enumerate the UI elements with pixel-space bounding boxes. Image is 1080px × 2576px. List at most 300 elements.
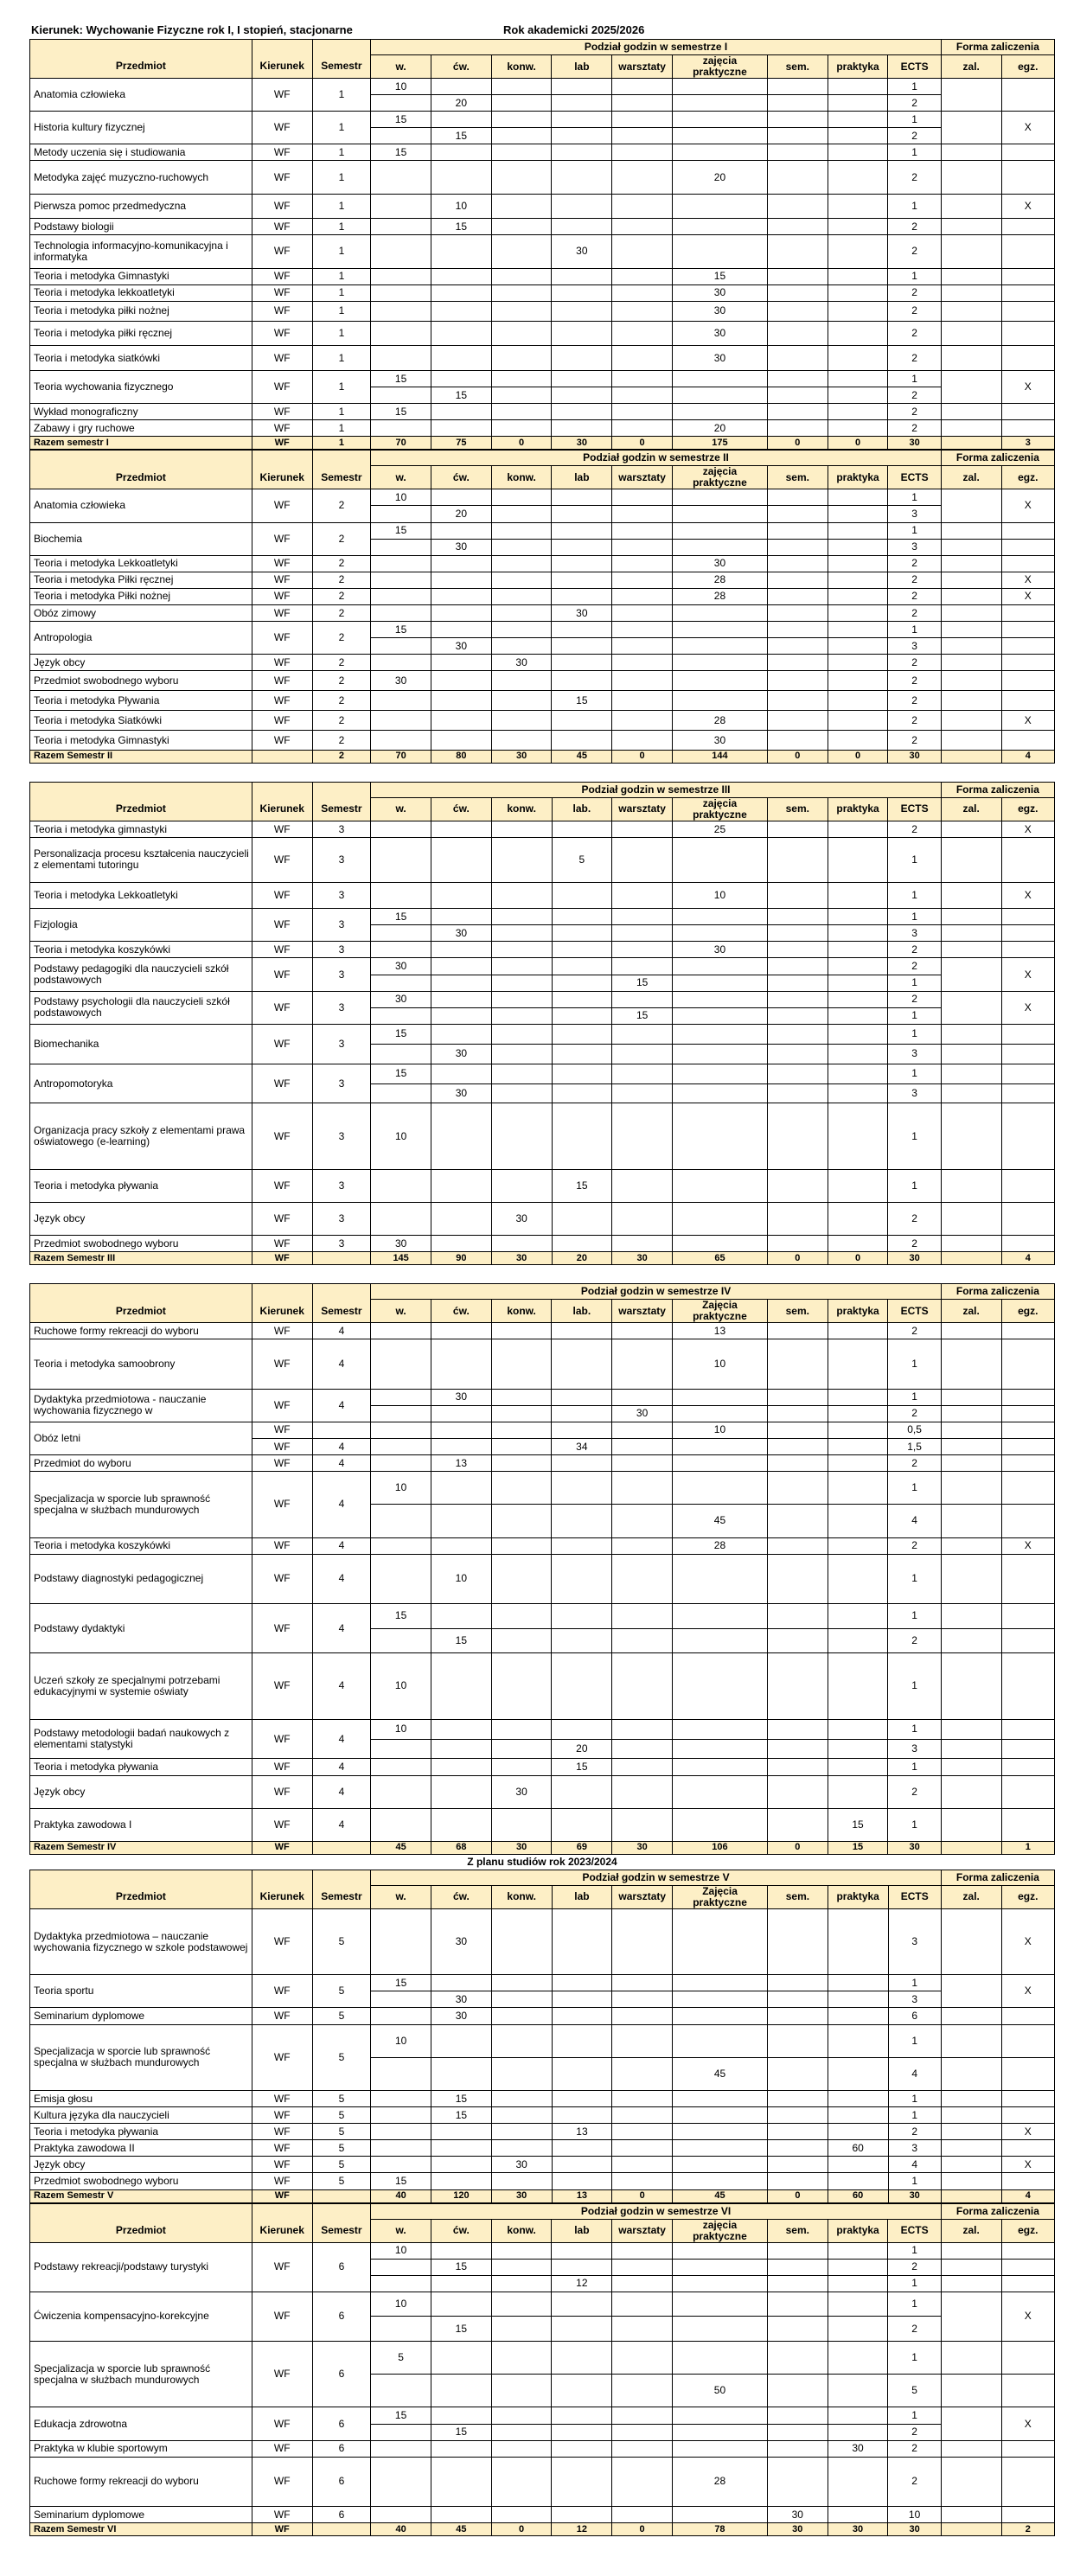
total-s <box>312 2189 371 2202</box>
hours-lab <box>552 284 612 301</box>
course-name: Teoria i metodyka Lekkoatletyki <box>30 882 252 909</box>
ects-value: 2 <box>888 711 941 731</box>
course-field: WF <box>252 2292 312 2341</box>
hours-pr <box>828 144 888 161</box>
field-of-study-title: Kierunek: Wychowanie Fizyczne rok I, I stopień, stacjonarne <box>31 23 353 36</box>
hours-w: 10 <box>371 1653 431 1719</box>
total-ects: 30 <box>888 2189 941 2202</box>
semester-table <box>29 450 1055 764</box>
hours-konw <box>491 2375 552 2407</box>
hours-war <box>612 1975 673 1991</box>
course-field: WF <box>252 2157 312 2173</box>
grading-egz <box>1001 2440 1054 2457</box>
hours-konw: 30 <box>491 2157 552 2173</box>
header-blank <box>252 451 312 466</box>
hours-pr <box>828 95 888 112</box>
hours-zp <box>673 1908 768 1974</box>
col-header-cw: ćw. <box>431 1300 491 1323</box>
hours-sem <box>767 235 828 268</box>
hours-sem <box>767 1554 828 1603</box>
hours-zp <box>673 1103 768 1169</box>
hours-w: 15 <box>371 404 431 420</box>
grading-zal <box>941 161 1001 194</box>
grading-egz: X <box>1001 2157 1054 2173</box>
hours-pr <box>828 1169 888 1202</box>
hours-konw <box>491 2440 552 2457</box>
hours-zp <box>672 522 767 539</box>
course-semester: 5 <box>312 2124 371 2140</box>
hours-war <box>612 420 673 437</box>
course-name: Metody uczenia się i studiowania <box>30 144 252 161</box>
hours-war <box>612 301 673 321</box>
col-header-konw: konw. <box>491 55 552 79</box>
course-name: Teoria i metodyka Gimnastyki <box>30 731 252 751</box>
hours-w: 10 <box>371 2242 431 2259</box>
total-label: Razem Semestr II <box>30 750 252 763</box>
hours-sem <box>767 301 828 321</box>
hours-cw: 30 <box>431 1389 491 1405</box>
hours-pr <box>828 301 888 321</box>
hours-cw <box>431 1339 491 1389</box>
course-field: WF <box>252 420 312 437</box>
course-semester: 1 <box>312 420 371 437</box>
course-name: Biomechanika <box>30 1024 252 1064</box>
course-field: WF <box>252 1719 312 1759</box>
course-semester: 3 <box>312 821 371 837</box>
hours-pr <box>828 1653 888 1719</box>
grading-egz <box>1001 1603 1054 1628</box>
grading-egz <box>1001 1775 1054 1808</box>
hours-konw <box>491 144 552 161</box>
hours-pr <box>828 1024 888 1044</box>
hours-zp <box>672 489 767 506</box>
grading-egz <box>1001 1472 1054 1505</box>
course-field: WF <box>252 2507 312 2523</box>
grading-zal <box>941 284 1001 301</box>
hours-lab <box>552 882 612 909</box>
hours-konw <box>491 2024 552 2057</box>
course-field: WF <box>252 2024 312 2090</box>
hours-cw: 15 <box>431 2107 492 2124</box>
hours-pr <box>828 1505 888 1537</box>
hours-war <box>612 958 673 975</box>
ects-value: 4 <box>888 1505 941 1537</box>
hours-konw <box>491 731 552 751</box>
hours-w <box>371 838 431 883</box>
grading-zal <box>941 1083 1001 1103</box>
ects-value: 1 <box>888 882 941 909</box>
hours-war <box>612 925 673 942</box>
hours-sem <box>767 1169 828 1202</box>
hours-w <box>371 2457 431 2506</box>
course-name: Teoria i metodyka gimnastyki <box>30 821 252 837</box>
course-field: WF <box>252 909 312 942</box>
course-row <box>30 2173 1055 2189</box>
col-header-kierunek: Kierunek <box>252 1885 312 1908</box>
hours-w <box>371 821 431 837</box>
hours-zp <box>672 1628 767 1653</box>
course-semester: 2 <box>312 711 371 731</box>
hours-konw <box>491 1628 552 1653</box>
hours-lab <box>552 489 612 506</box>
hours-lab <box>552 909 612 925</box>
header-blank <box>312 2203 371 2219</box>
hours-war <box>612 2107 673 2124</box>
hours-cw <box>431 691 491 711</box>
ects-value: 2 <box>888 2457 941 2506</box>
grading-zal <box>941 404 1001 420</box>
hours-war <box>612 161 673 194</box>
hours-cw <box>431 1975 492 1991</box>
hours-lab <box>552 991 612 1007</box>
hours-cw <box>431 1103 492 1169</box>
hours-pr <box>828 925 888 942</box>
hours-cw: 10 <box>431 194 491 219</box>
course-row <box>30 1554 1055 1603</box>
hours-konw <box>491 909 552 925</box>
course-field: WF <box>252 284 312 301</box>
hours-lab <box>552 1044 612 1064</box>
header-row-top <box>30 782 1055 797</box>
hours-w <box>371 942 431 958</box>
course-row <box>30 2157 1055 2173</box>
course-row <box>30 112 1055 128</box>
col-header-zp: zajęcia praktyczne <box>673 797 768 821</box>
hours-lab: 5 <box>552 838 612 883</box>
hours-pr <box>828 1236 888 1252</box>
total-pr: 30 <box>828 2523 888 2536</box>
hours-w <box>371 1339 431 1389</box>
hours-konw <box>491 975 552 991</box>
hours-lab <box>552 420 612 437</box>
hours-w: 15 <box>371 1064 431 1083</box>
hours-sem <box>767 539 828 555</box>
hours-cw <box>431 2440 491 2457</box>
total-konw: 30 <box>491 750 552 763</box>
ects-value: 2 <box>888 346 941 371</box>
total-lab: 45 <box>552 750 612 763</box>
hours-zp <box>672 1719 767 1739</box>
hours-cw <box>431 284 491 301</box>
course-row <box>30 79 1055 95</box>
course-field: WF <box>252 2407 312 2440</box>
course-semester: 3 <box>312 958 371 991</box>
col-header-warsztaty: warsztaty <box>612 466 673 489</box>
hours-pr <box>828 1064 888 1083</box>
hours-sem <box>768 1975 828 1991</box>
col-header-zal: zal. <box>941 2219 1001 2242</box>
total-s <box>312 2523 371 2536</box>
hours-sem <box>767 1653 828 1719</box>
hours-cw <box>431 991 492 1007</box>
hours-w <box>371 539 431 555</box>
hours-zp <box>672 219 767 235</box>
total-zal <box>941 2189 1001 2202</box>
hours-lab <box>552 2317 612 2342</box>
hours-war <box>612 1083 673 1103</box>
grading-egz <box>1001 1024 1055 1044</box>
hours-lab <box>552 301 612 321</box>
hours-w: 15 <box>371 1024 431 1044</box>
total-cw: 75 <box>431 437 491 450</box>
course-name: Podstawy pedagogiki dla nauczycieli szkół podstawowych <box>30 958 252 991</box>
course-field: WF <box>252 1389 312 1422</box>
grading-zal <box>941 1603 1001 1628</box>
hours-zp <box>673 1169 768 1202</box>
grading-zal <box>941 882 1001 909</box>
course-name: Ruchowe formy rekreacji do wyboru <box>30 2457 252 2506</box>
hours-cw: 30 <box>431 638 491 655</box>
hours-zp <box>672 2259 767 2275</box>
hours-pr <box>828 235 888 268</box>
hours-cw <box>431 2140 492 2157</box>
course-field: WF <box>252 1422 312 1438</box>
header-blank <box>30 2203 252 2219</box>
grading-zal <box>941 1537 1001 1554</box>
hours-cw <box>431 671 491 691</box>
hours-war <box>612 2259 673 2275</box>
hours-lab <box>552 95 612 112</box>
hours-konw <box>491 838 552 883</box>
col-header-ects: ECTS <box>888 1300 941 1323</box>
hours-konw <box>491 1169 552 1202</box>
course-semester: 4 <box>312 1653 371 1719</box>
ects-value: 1 <box>888 489 941 506</box>
hours-sem <box>768 1991 828 2008</box>
hours-lab: 15 <box>552 1169 612 1202</box>
grading-zal <box>941 711 1001 731</box>
total-lab: 20 <box>552 1252 612 1265</box>
total-war: 30 <box>612 1252 673 1265</box>
hours-zp: 45 <box>672 1505 767 1537</box>
semester-hours-title: Podział godzin w semestrze VI <box>371 2203 942 2219</box>
total-s <box>312 1841 371 1854</box>
hours-konw <box>491 346 552 371</box>
hours-w <box>371 194 431 219</box>
grading-zal <box>941 2342 1001 2375</box>
grading-egz <box>1001 301 1054 321</box>
hours-konw <box>491 1759 552 1775</box>
course-name: Teoria wychowania fizycznego <box>30 370 252 403</box>
hours-lab <box>552 1775 612 1808</box>
hours-sem <box>767 2424 828 2440</box>
total-war: 0 <box>612 750 673 763</box>
hours-konw <box>491 671 552 691</box>
hours-sem <box>767 1405 828 1422</box>
hours-lab <box>552 268 612 284</box>
hours-w <box>371 1908 431 1974</box>
course-semester: 5 <box>312 2090 371 2106</box>
grading-form-title: Forma zaliczenia <box>941 2203 1054 2219</box>
hours-sem <box>767 588 828 604</box>
course-row <box>30 2124 1055 2140</box>
hours-pr <box>828 991 888 1007</box>
hours-pr <box>828 128 888 144</box>
course-semester: 3 <box>312 1169 371 1202</box>
grading-zal <box>941 1808 1001 1841</box>
hours-w: 15 <box>371 370 431 387</box>
grading-zal <box>941 235 1001 268</box>
header-blank <box>30 782 252 797</box>
hours-pr <box>828 1439 888 1455</box>
course-row <box>30 572 1055 588</box>
course-name: Obóz zimowy <box>30 604 252 621</box>
ects-value: 2 <box>888 588 941 604</box>
hours-zp <box>672 112 767 128</box>
hours-sem <box>768 2057 828 2090</box>
hours-zp <box>672 671 767 691</box>
col-header-zal: zal. <box>941 797 1001 821</box>
grading-zal <box>941 909 1001 925</box>
grading-egz <box>1001 346 1054 371</box>
hours-w: 10 <box>371 2292 431 2317</box>
course-name: Teoria i metodyka Siatkówki <box>30 711 252 731</box>
ects-value: 0,5 <box>888 1422 941 1438</box>
ects-value: 3 <box>888 638 941 655</box>
course-name: Fizjologia <box>30 909 252 942</box>
grading-egz <box>1001 1083 1055 1103</box>
hours-pr: 15 <box>828 1808 888 1841</box>
ects-value: 1 <box>888 1759 941 1775</box>
grading-zal <box>941 370 1001 403</box>
hours-zp <box>672 1603 767 1628</box>
course-row <box>30 671 1055 691</box>
grading-egz <box>1001 1203 1055 1236</box>
ects-value: 2 <box>888 128 941 144</box>
grading-egz <box>1001 1653 1054 1719</box>
hours-cw <box>431 821 492 837</box>
hours-sem <box>767 2375 828 2407</box>
hours-cw: 15 <box>431 2259 491 2275</box>
hours-war <box>612 572 673 588</box>
course-name: Organizacja pracy szkoły z elementami prawa oświatowego (e-learning) <box>30 1103 252 1169</box>
hours-zp: 28 <box>672 2457 767 2506</box>
grading-egz <box>1001 2090 1054 2106</box>
course-name: Teoria i metodyka pływania <box>30 1759 252 1775</box>
hours-war <box>612 2242 673 2259</box>
grading-zal <box>941 1554 1001 1603</box>
semester-table <box>29 1870 1055 2203</box>
hours-konw <box>491 942 552 958</box>
grading-zal <box>941 555 1001 572</box>
col-header-egz: egz. <box>1001 797 1055 821</box>
grading-egz <box>1001 79 1054 112</box>
ects-value: 2 <box>888 1537 941 1554</box>
hours-sem <box>767 731 828 751</box>
hours-zp <box>673 2008 768 2024</box>
course-field: WF <box>252 1537 312 1554</box>
hours-zp: 30 <box>672 555 767 572</box>
hours-pr <box>828 1537 888 1554</box>
hours-konw <box>491 128 552 144</box>
hours-pr <box>828 1405 888 1422</box>
course-semester: 2 <box>312 655 371 671</box>
hours-w: 30 <box>371 991 431 1007</box>
hours-zp <box>672 2317 767 2342</box>
grading-zal <box>941 958 1001 991</box>
hours-cw <box>431 1439 491 1455</box>
grading-egz: X <box>1001 489 1054 522</box>
hours-lab <box>552 2440 612 2457</box>
hours-war <box>612 1064 673 1083</box>
col-header-ects: ECTS <box>888 55 941 79</box>
hours-pr <box>828 2024 888 2057</box>
hours-pr <box>828 522 888 539</box>
hours-lab <box>552 144 612 161</box>
hours-konw <box>491 604 552 621</box>
total-zp: 65 <box>673 1252 768 1265</box>
course-name: Przedmiot do wyboru <box>30 1455 252 1472</box>
ects-value: 2 <box>888 572 941 588</box>
hours-cw: 30 <box>431 1083 492 1103</box>
hours-zp <box>673 838 768 883</box>
header-row-top <box>30 2203 1055 2219</box>
hours-pr <box>828 2342 888 2375</box>
course-field: WF <box>252 655 312 671</box>
total-ects: 30 <box>888 1252 941 1265</box>
header-blank <box>30 40 252 55</box>
ects-value: 2 <box>888 655 941 671</box>
grading-egz: X <box>1001 882 1055 909</box>
hours-zp <box>672 1389 767 1405</box>
course-field: WF <box>252 958 312 991</box>
course-name: Teoria i metodyka samoobrony <box>30 1339 252 1389</box>
hours-sem <box>767 821 828 837</box>
hours-lab <box>552 2424 612 2440</box>
hours-zp <box>673 925 768 942</box>
hours-konw <box>491 301 552 321</box>
section-spacer <box>29 1265 1055 1283</box>
grading-egz <box>1001 2173 1054 2189</box>
hours-cw <box>431 301 491 321</box>
hours-konw <box>491 1653 552 1719</box>
hours-zp <box>673 1991 768 2008</box>
hours-lab <box>552 2457 612 2506</box>
grading-zal <box>941 301 1001 321</box>
course-semester: 2 <box>312 588 371 604</box>
course-semester: 5 <box>312 2157 371 2173</box>
hours-zp: 30 <box>672 346 767 371</box>
course-name: Metodyka zajęć muzyczno-ruchowych <box>30 161 252 194</box>
grading-zal <box>941 2124 1001 2140</box>
hours-zp <box>672 128 767 144</box>
hours-sem <box>768 2173 828 2189</box>
hours-w <box>371 284 431 301</box>
hours-cw <box>431 1505 491 1537</box>
col-header-semestr: Semestr <box>312 1885 371 1908</box>
hours-zp <box>673 975 768 991</box>
hours-pr <box>828 838 888 883</box>
grading-egz <box>1001 555 1054 572</box>
hours-w <box>371 1628 431 1653</box>
hours-pr <box>828 1975 888 1991</box>
hours-konw <box>491 1537 552 1554</box>
course-row <box>30 268 1055 284</box>
course-field: WF <box>252 1169 312 1202</box>
hours-w: 30 <box>371 958 431 975</box>
hours-konw <box>491 2407 552 2424</box>
course-row <box>30 2008 1055 2024</box>
hours-konw <box>491 1064 552 1083</box>
hours-sem <box>767 387 828 404</box>
hours-w: 15 <box>371 1975 431 1991</box>
hours-war <box>612 1472 673 1505</box>
hours-konw <box>491 622 552 638</box>
grading-zal <box>941 1169 1001 1202</box>
hours-lab <box>552 572 612 588</box>
hours-sem <box>767 925 828 942</box>
grading-egz: X <box>1001 2124 1054 2140</box>
